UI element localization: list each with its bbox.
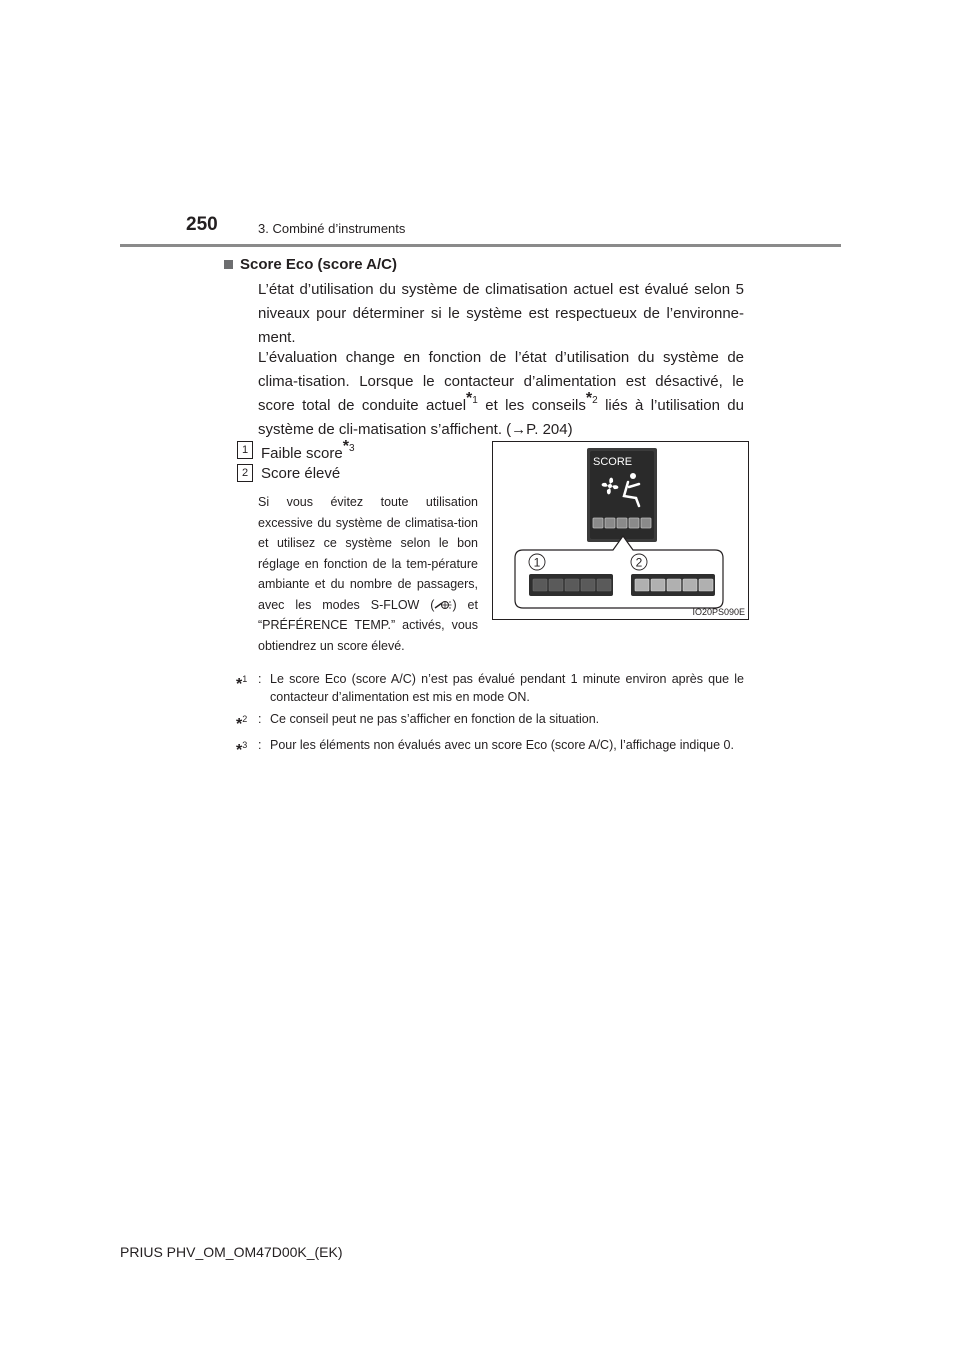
page-number: 250 — [186, 214, 218, 235]
footnote-ref-3: *3 — [342, 438, 355, 455]
arrow-right-icon: → — [511, 421, 527, 438]
evaluation-text-b: et les conseils — [477, 397, 586, 414]
evaluation-text-a: L’évaluation change en fonction de l’état d’utilisation du système de clima-tisation. Lorsque le contacteur d’alimentation est désactivé, le score total de conduite actuel — [258, 349, 744, 414]
footnote-1: *$^1$ : Le score Eco (score A/C) n’est pas évalué pendant 1 minute environ après que le contacteur d’alimentation est mis en mode ON. — [236, 672, 744, 704]
score-display-label: SCORE — [593, 456, 633, 468]
item-label: Faible score — [261, 445, 343, 462]
item-badge: 1 — [237, 441, 253, 459]
svg-text:2: 2 — [635, 555, 643, 570]
chapter-title: 3. Combiné d’instruments — [258, 221, 406, 236]
footnote-number: 1 — [242, 674, 248, 684]
score-bar-small — [593, 518, 651, 528]
s-flow-icon — [434, 600, 452, 610]
callout-bubble — [515, 536, 723, 608]
footnote-ref-2: *2 — [585, 390, 598, 407]
evaluation-text-c: liés à l’utilisation du système de cli-matisation s’affichent. ( — [258, 397, 744, 438]
note-text-a: Si vous évitez toute utilisation excessive du système de climatisa-tion et utilisez ce système selon le bon réglage en fonction de la tem-pérature ambiante et du nombre de passagers, avec les modes S-FLOW ( — [258, 495, 478, 612]
footnote-3: *$^3$ : Pour les éléments non évalués avec un score Eco (score A/C), l’affichage indique 0. — [236, 736, 744, 760]
section-title-text: Score Eco (score A/C) — [240, 256, 397, 273]
page-reference[interactable]: P. 204) — [526, 421, 573, 438]
high-score-note — [258, 492, 478, 656]
score-illustration — [493, 442, 748, 619]
score-figure — [492, 441, 749, 620]
footnote-number: 2 — [242, 714, 248, 724]
evaluation-paragraph — [258, 346, 744, 442]
section-title — [224, 256, 397, 273]
item-high-score — [237, 464, 340, 482]
document-code: PRIUS PHV_OM_OM47D00K_(EK) — [120, 1244, 343, 1260]
intro-paragraph: L’état d’utilisation du système de climatisation actuel est évalué selon 5 niveaux pour déterminer si le système est respectueux de l’environne-ment. — [258, 281, 744, 346]
footnote-2: *$^2$ : Ce conseil peut ne pas s’afficher en fonction de la situation. — [236, 710, 744, 734]
header-rule — [120, 244, 841, 247]
figure-code: IO20PS090E — [692, 607, 745, 617]
item-badge: 2 — [237, 464, 253, 482]
square-bullet-icon — [224, 260, 233, 269]
svg-text:1: 1 — [533, 555, 541, 570]
note-text-b: ) et “PRÉFÉRENCE TEMP.” activés, vous obtiendrez un score élevé. — [258, 597, 478, 653]
high-score-bar — [631, 574, 715, 596]
footnote-text: Pour les éléments non évalués avec un score Eco (score A/C), l’affichage indique 0. — [270, 738, 734, 752]
footnote-text: Le score Eco (score A/C) n’est pas évalué pendant 1 minute environ après que le contacteur d’alimentation est mis en mode ON. — [270, 672, 744, 704]
footnote-text: Ce conseil peut ne pas s’afficher en fonction de la situation. — [270, 712, 600, 726]
item-low-score — [237, 438, 355, 462]
footnote-ref-1: *1 — [466, 390, 478, 407]
low-score-bar — [529, 574, 613, 596]
item-label: Score élevé — [261, 464, 341, 482]
footnote-number: 3 — [242, 740, 248, 750]
